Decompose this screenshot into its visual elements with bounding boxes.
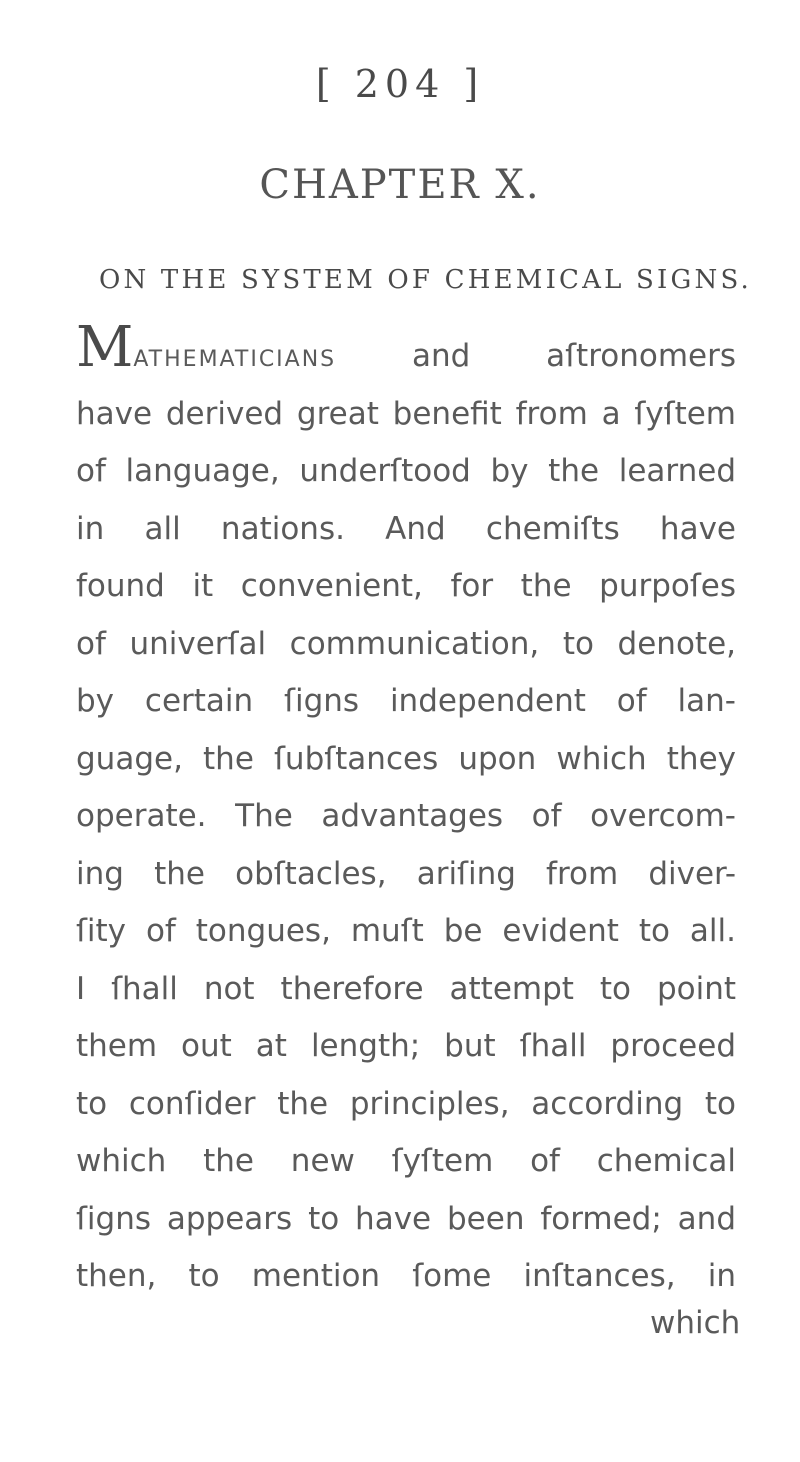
text-line: them out at length; but ſhall proceed <box>76 1028 736 1064</box>
text-line: operate. The advantages of overcom- <box>76 798 736 834</box>
text-line: by certain ſigns independent of lan- <box>76 683 736 719</box>
text-line: ſity of tongues, muſt be evident to all. <box>76 913 736 949</box>
text-line: of language, underſtood by the learned <box>76 453 736 489</box>
text-line: then, to mention ſome inſtances, in <box>76 1258 736 1294</box>
text-line: ſigns appears to have been formed; and <box>76 1200 736 1237</box>
text-line-1-rest: and aſtronomers <box>336 338 736 374</box>
chapter-title: CHAPTER X. <box>259 162 541 208</box>
catchword: which <box>650 1305 741 1341</box>
text-line: to conſider the principles, according to <box>76 1085 736 1122</box>
body-paragraph <box>76 315 736 1306</box>
text-line-1 <box>76 315 736 386</box>
text-line: I ſhall not therefore attempt to point <box>76 970 736 1007</box>
text-line: ing the obſtacles, ariſing from diver- <box>76 855 736 892</box>
text-line: of univerſal communication, to denote, <box>76 625 736 662</box>
text-line: guage, the ſubſtances upon which they <box>76 740 736 777</box>
text-line: found it convenient, for the purpoſes <box>76 568 736 604</box>
page-number: [ 204 ] <box>315 62 485 106</box>
first-word-rest: athematicians <box>133 338 337 374</box>
chapter-subtitle: ON THE SYSTEM OF CHEMICAL SIGNS. <box>99 265 752 295</box>
drop-cap: M <box>76 315 134 380</box>
text-line: in all nations. And chemiſts have <box>76 510 736 547</box>
text-line: which the new ſyſtem of chemical <box>76 1143 736 1179</box>
text-line: have derived great benefit from a ſyſtem <box>76 395 736 432</box>
